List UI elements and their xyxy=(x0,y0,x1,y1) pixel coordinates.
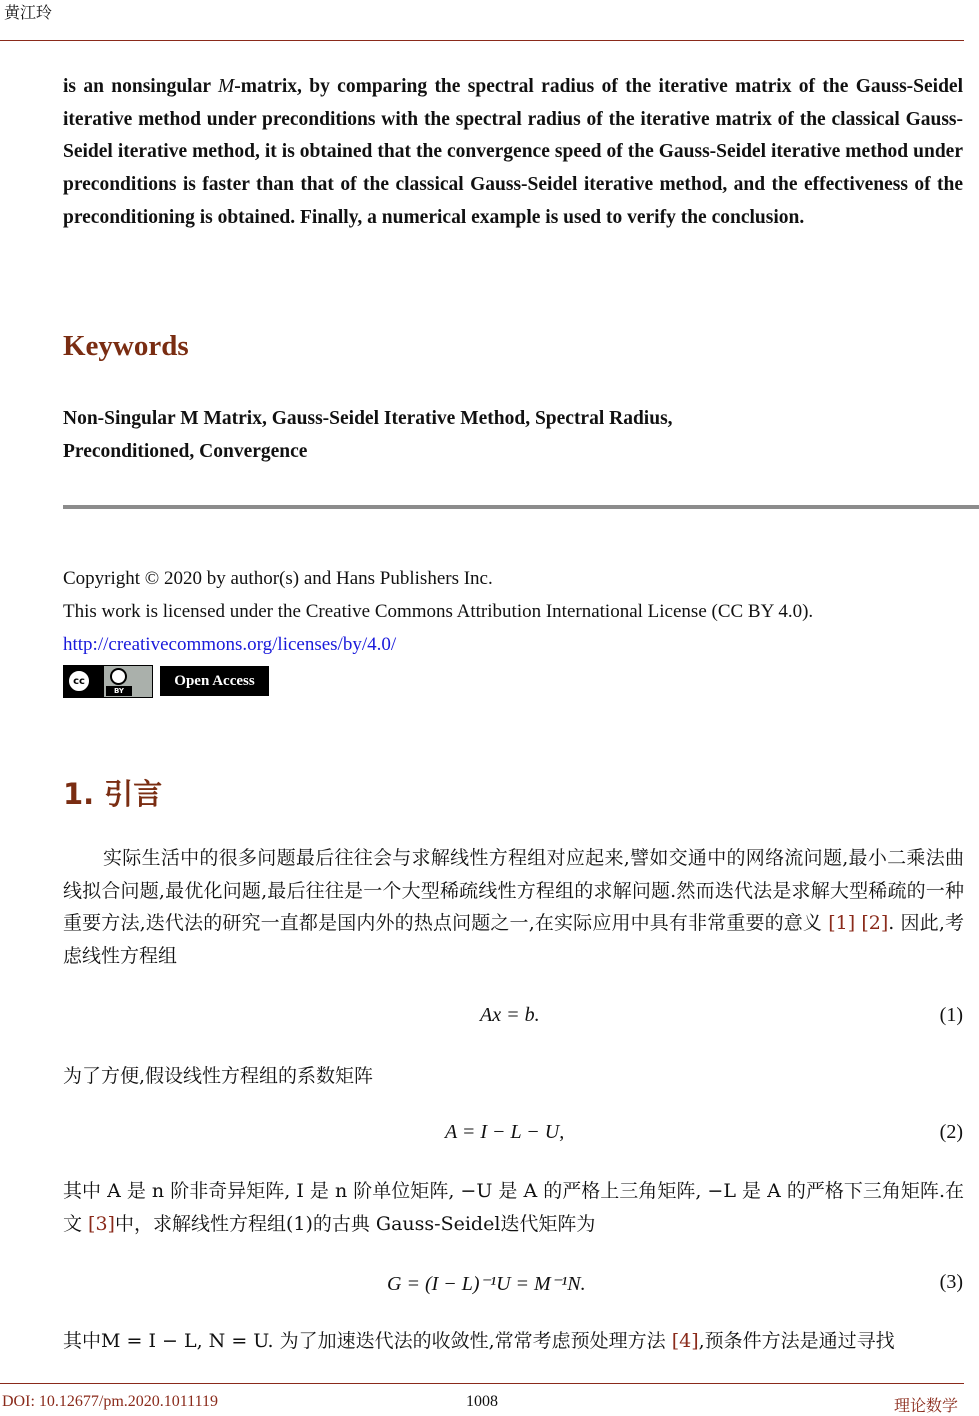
equation-3-number: (3) xyxy=(939,1271,963,1293)
paragraph-3 xyxy=(63,1175,964,1240)
by-label: BY xyxy=(106,686,132,696)
abstract-part1: is an nonsingular xyxy=(63,76,218,97)
footer-divider xyxy=(0,1383,964,1384)
intro-text: 实际生活中的很多问题最后往往会与求解线性方程组对应起来,譬如交通中的网络流问题,最小二乘法曲线拟合问题,最优化问题,最后往往是一个大型稀疏线性方程组的求解问题.然而迭代法是求解大型稀疏的一种重要方法,迭代法的研究一直都是国内外的热点问题之一,在实际应用中具有非常重要的意义 xyxy=(63,847,964,935)
header-author: 黄江玲 xyxy=(4,3,53,22)
reference-1[interactable]: [1] xyxy=(828,912,856,935)
intro-text-end: . 因此,考虑线性方程组 xyxy=(63,912,964,967)
header-divider xyxy=(0,40,964,41)
footer-page-number: 1008 xyxy=(466,1393,498,1410)
equation-2: A = I − L − U, xyxy=(445,1121,565,1143)
license-link[interactable]: http://creativecommons.org/licenses/by/4.0/ xyxy=(63,634,397,655)
paragraph-4-text: 其中M = I − L, N = U. 为了加速迭代法的收敛性,常常考虑预处理方法 xyxy=(63,1330,672,1352)
abstract-part2: -matrix, by comparing the spectral radius of the iterative matrix of the Gauss-Seidel iterative method under preconditions with the spectral radius of the iterative matrix of the classical Gauss-Seidel iterative method, it is obtained that the convergence speed of the Gauss-Seidel iterative method under preconditions is faster than that of the classical Gauss-Seidel iterative method, and the effectiveness of the preconditioning is obtained. Finally, a numerical example is used to verify the conclusion. xyxy=(63,76,963,228)
intro-paragraph xyxy=(63,842,964,972)
copyright-block xyxy=(63,562,973,661)
license-line: This work is licensed under the Creative Commons Attribution International License (CC BY 4.0). xyxy=(63,601,814,622)
footer-doi: DOI: 10.12677/pm.2020.1011119 xyxy=(2,1393,218,1410)
section-divider xyxy=(63,505,979,509)
cc-by-badge[interactable] xyxy=(63,665,153,698)
keywords-line-2: Preconditioned, Convergence xyxy=(63,441,308,462)
reference-4[interactable]: [4] xyxy=(671,1330,699,1352)
paragraph-3-text: 其中 A 是 n 阶非奇异矩阵, I 是 n 阶单位矩阵, −U 是 A 的严格上三角矩阵, −L 是 A 的严格下三角矩阵.在文 xyxy=(63,1180,964,1235)
reference-2[interactable]: [2] xyxy=(861,912,889,935)
keywords-list xyxy=(63,402,963,468)
paragraph-3-end: 中，求解线性方程组(1)的古典 Gauss-Seidel迭代矩阵为 xyxy=(114,1212,596,1235)
equation-3: G = (I − L)⁻¹U = M⁻¹N. xyxy=(387,1273,586,1295)
equation-2-number: (2) xyxy=(939,1121,963,1143)
reference-3[interactable]: [3] xyxy=(88,1212,115,1235)
equation-1: Ax = b. xyxy=(480,1004,540,1026)
paragraph-4 xyxy=(63,1325,964,1358)
footer-journal: 理论数学 xyxy=(894,1396,959,1415)
open-access-badge: Open Access xyxy=(160,666,269,696)
copyright-line: Copyright © 2020 by author(s) and Hans Publishers Inc. xyxy=(63,568,493,589)
abstract-m-symbol: M xyxy=(217,76,235,97)
section-heading: 1. 引言 xyxy=(63,777,163,811)
person-icon xyxy=(110,668,127,685)
keywords-heading: Keywords xyxy=(63,330,189,362)
paragraph-2: 为了方便,假设线性方程组的系数矩阵 xyxy=(63,1065,374,1087)
equation-1-number: (1) xyxy=(939,1004,963,1026)
cc-icon: cc xyxy=(67,669,91,693)
abstract-text xyxy=(63,71,963,235)
keywords-line-1: Non-Singular M Matrix, Gauss-Seidel Iterative Method, Spectral Radius, xyxy=(63,408,673,429)
paragraph-4-end: ,预条件方法是通过寻找 xyxy=(698,1330,895,1352)
